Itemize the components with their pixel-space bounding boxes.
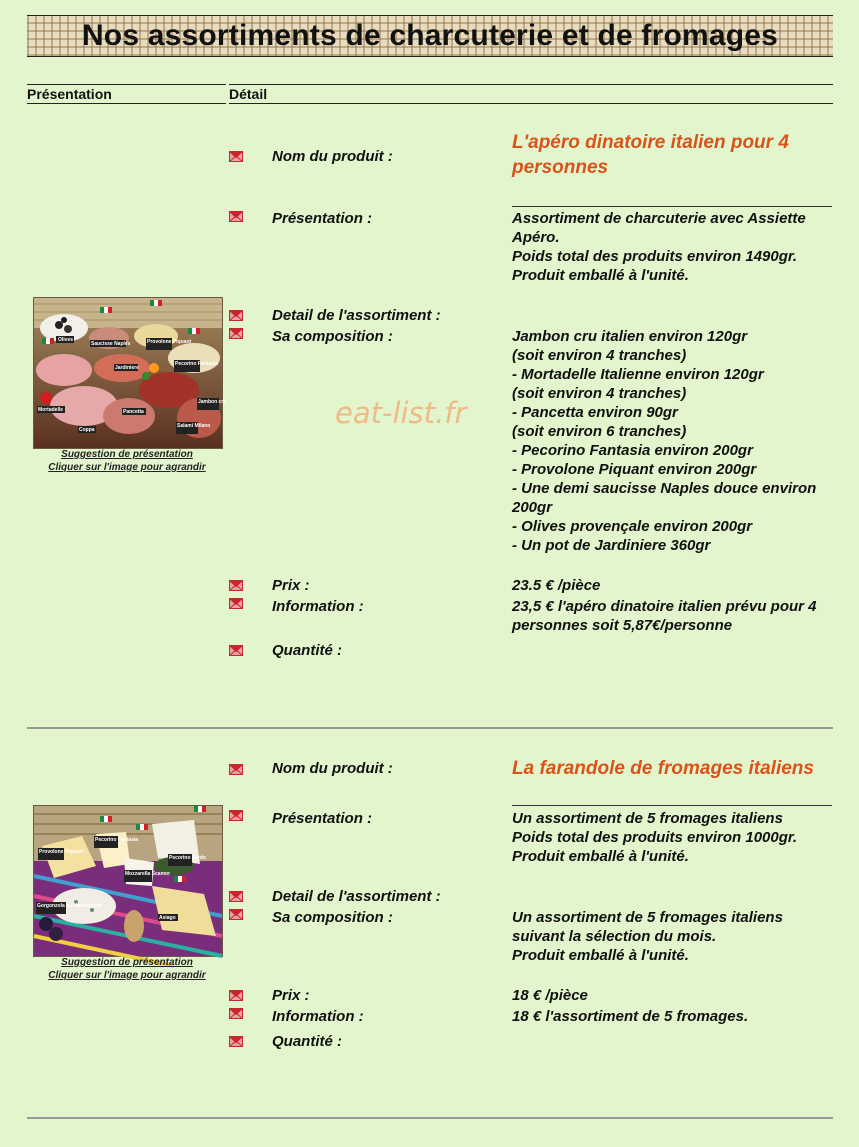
divider-line: [512, 206, 832, 207]
envelope-icon: [229, 151, 243, 162]
label-price: Prix :: [272, 987, 310, 1004]
column-header-detail: Détail: [229, 84, 833, 104]
label-composition: Sa composition :: [272, 909, 393, 926]
product-2-price: 18 € /pièce: [512, 987, 588, 1004]
section-divider: [27, 1117, 833, 1119]
section-divider: [27, 727, 833, 729]
caption-suggestion: Suggestion de présentation: [61, 449, 193, 460]
svg-text:Gorgonzola au Mascarpone: Gorgonzola au Mascarpone: [37, 903, 103, 909]
envelope-icon: [229, 810, 243, 821]
caption-enlarge-link[interactable]: Cliquer sur l'image pour agrandir: [48, 462, 206, 473]
envelope-icon: [229, 1008, 243, 1019]
label-information: Information :: [272, 598, 364, 615]
envelope-icon: [229, 909, 243, 920]
svg-text:Mozzarella Scamor: Mozzarella Scamor: [125, 871, 171, 877]
label-quantity: Quantité :: [272, 642, 342, 659]
label-product-name: Nom du produit :: [272, 760, 393, 777]
svg-text:Olives: Olives: [58, 337, 74, 343]
label-composition: Sa composition :: [272, 328, 393, 345]
caption-enlarge-link[interactable]: Cliquer sur l'image pour agrandir: [48, 970, 206, 981]
page-title: Nos assortiments de charcuterie et de fromages: [81, 19, 779, 52]
label-information: Information :: [272, 1008, 364, 1025]
svg-text:Provolone Piquant: Provolone Piquant: [147, 339, 192, 345]
svg-text:Coppa: Coppa: [79, 427, 95, 433]
svg-text:Salami Milano: Salami Milano: [177, 423, 211, 429]
divider-line: [512, 805, 832, 806]
page-title-bar: [27, 15, 833, 57]
envelope-icon: [229, 211, 243, 222]
envelope-icon: [229, 1036, 243, 1047]
column-header-presentation: Présentation: [27, 84, 226, 104]
envelope-icon: [229, 310, 243, 321]
product-1-caption[interactable]: [27, 448, 227, 474]
product-1-information: 23,5 € l'apéro dinatoire italien prévu pour 4 personnes soit 5,87€/personne: [512, 598, 817, 634]
product-2-photo[interactable]: [33, 805, 223, 957]
label-presentation: Présentation :: [272, 810, 373, 827]
label-presentation: Présentation :: [272, 210, 373, 227]
svg-text:Jambon cru: Jambon cru: [198, 399, 227, 405]
envelope-icon: [229, 764, 243, 775]
product-1-photo[interactable]: [33, 297, 227, 449]
svg-text:Pancetta: Pancetta: [123, 409, 144, 415]
envelope-icon: [229, 598, 243, 609]
envelope-icon: [229, 328, 243, 339]
svg-text:Pecorino Sardo: Pecorino Sardo: [169, 855, 206, 861]
svg-text:Asiago: Asiago: [159, 915, 176, 921]
watermark: eat-list.fr: [335, 396, 467, 430]
product-1-price: 23.5 € /pièce: [512, 577, 601, 594]
svg-text:Mortadelle: Mortadelle: [38, 407, 64, 413]
product-2-information: 18 € l'assortiment de 5 fromages.: [512, 1008, 749, 1025]
label-detail: Detail de l'assortiment :: [272, 888, 441, 905]
product-2-caption[interactable]: [27, 956, 227, 982]
svg-text:Jardiniere: Jardiniere: [115, 365, 139, 371]
product-1-name: L'apéro dinatoire italien pour 4 personnes: [512, 132, 789, 178]
envelope-icon: [229, 645, 243, 656]
label-product-name: Nom du produit :: [272, 148, 393, 165]
svg-text:Pecorino Fantasia: Pecorino Fantasia: [175, 361, 219, 367]
label-quantity: Quantité :: [272, 1033, 342, 1050]
product-2-name: La farandole de fromages italiens: [512, 758, 814, 779]
product-1-composition: Jambon cru italien environ 120gr (soit environ 4 tranches) - Mortadelle Italienne environ 120gr (soit environ 4 tranches) - Pancetta environ 90gr (soit environ 6 tranches) - Pecorino Fantasia environ 200gr - Provolone Piquant environ 200gr - Une demi saucisse Naples douce environ 200gr - Olives provençale environ 200gr - Un pot de Jardiniere 360gr: [512, 328, 817, 554]
svg-text:Provolone Piquant: Provolone Piquant: [39, 849, 84, 855]
label-price: Prix :: [272, 577, 310, 594]
svg-text:Saucisse Naples: Saucisse Naples: [91, 341, 131, 347]
svg-text:Pecorino Fantasia: Pecorino Fantasia: [95, 837, 139, 843]
envelope-icon: [229, 580, 243, 591]
envelope-icon: [229, 891, 243, 902]
label-detail: Detail de l'assortiment :: [272, 307, 441, 324]
caption-suggestion: Suggestion de présentation: [61, 957, 193, 968]
product-2-composition: Un assortiment de 5 fromages italiens suivant la sélection du mois. Produit emballé à l'unité.: [512, 909, 783, 964]
product-1-presentation: Assortiment de charcuterie avec Assiette Apéro. Poids total des produits environ 1490gr. Produit emballé à l'unité.: [512, 210, 806, 284]
envelope-icon: [229, 990, 243, 1001]
product-2-presentation: Un assortiment de 5 fromages italiens Poids total des produits environ 1000gr. Produit emballé à l'unité.: [512, 810, 798, 865]
